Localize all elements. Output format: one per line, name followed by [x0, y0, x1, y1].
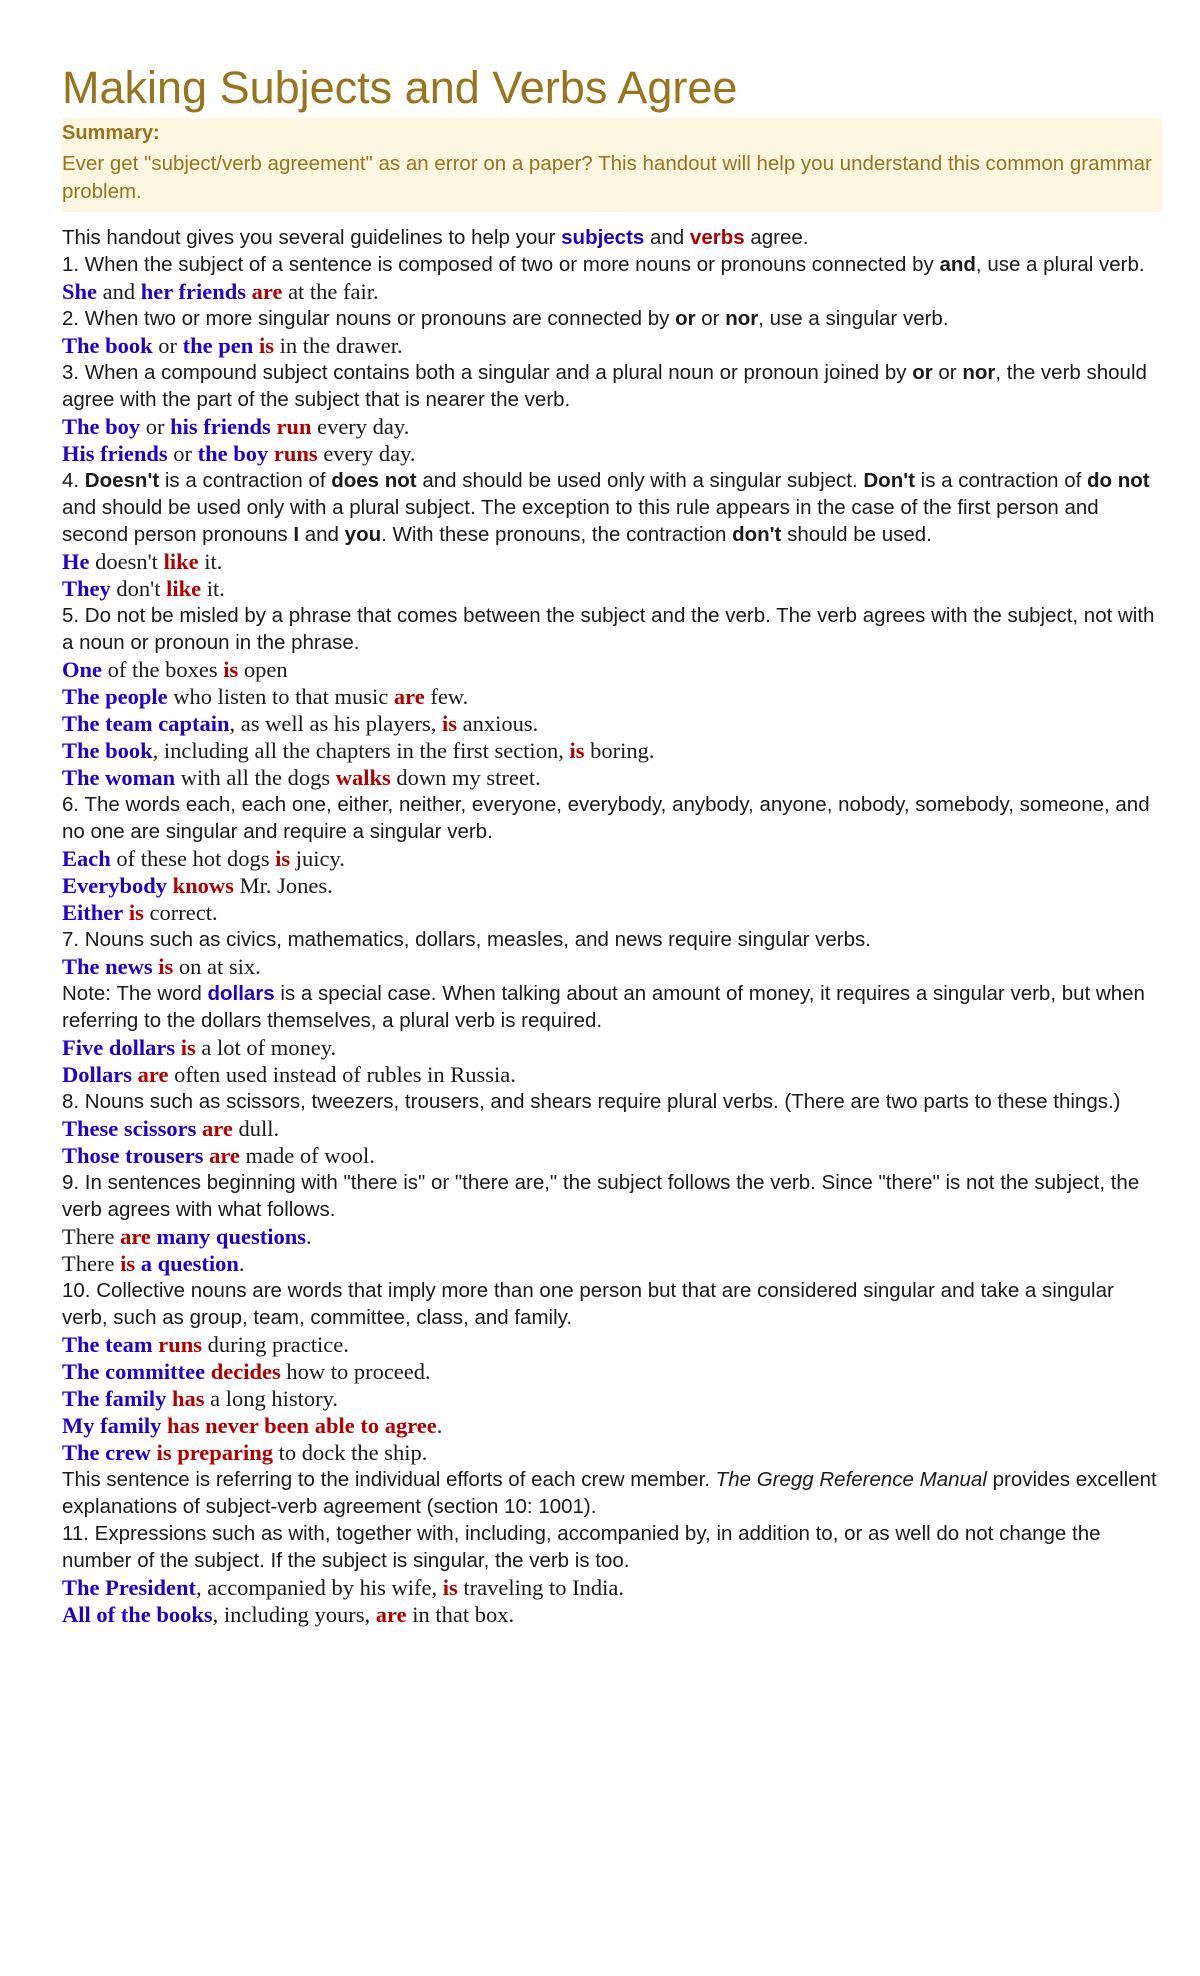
guideline-text [62, 1520, 1162, 1574]
text-segment: made of wool. [239, 1143, 375, 1168]
text-segment: who listen to that music [167, 684, 394, 709]
subject-term: All of the books [62, 1602, 213, 1627]
text-segment: nor [725, 307, 759, 330]
subject-term: many questions [156, 1224, 306, 1249]
guideline-text [62, 224, 1162, 251]
example-sentence [62, 332, 1162, 359]
text-segment: down my street. [390, 765, 541, 790]
subject-term: The team [62, 1332, 153, 1357]
text-segment: juicy. [290, 846, 345, 871]
text-segment: it. [198, 549, 223, 574]
text-segment: 4. [62, 469, 85, 492]
guideline-text [62, 980, 1162, 1034]
text-segment: boring. [584, 738, 655, 763]
verb-term: are [120, 1224, 151, 1249]
text-segment: This handout gives you several guidelines to help your [62, 226, 562, 249]
text-segment: with all the dogs [175, 765, 336, 790]
text-segment: and [299, 523, 345, 546]
subject-term: He [62, 549, 90, 574]
verb-term: has never been able to agree [166, 1413, 437, 1438]
subject-term: The boy [62, 414, 141, 439]
text-segment: , as well as his players, [229, 711, 442, 736]
text-segment: I [293, 523, 300, 546]
text-segment: , the verb should agree with the part of the subject that is nearer the verb. [62, 361, 1147, 411]
text-segment: to dock the ship. [273, 1440, 428, 1465]
subject-term: The people [62, 684, 168, 709]
example-sentence [62, 683, 1162, 710]
example-sentence [62, 710, 1162, 737]
subject-term: The news [62, 954, 153, 979]
text-segment: 5. Do not be misled by a phrase that comes between the subject and the verb. The verb agrees with the subject, not with a noun or pronoun in the phrase. [62, 604, 1155, 654]
text-segment: , including all the chapters in the first section, [152, 738, 570, 763]
subject-term: the boy [197, 441, 269, 466]
text-segment: is a contraction of [159, 469, 332, 492]
text-segment: . With these pronouns, the contraction [381, 523, 733, 546]
example-sentence [62, 1142, 1162, 1169]
example-sentence [62, 872, 1162, 899]
guideline-text [62, 791, 1162, 845]
text-segment: should be used. [781, 523, 932, 546]
subject-term: One [62, 657, 103, 682]
verb-term: run [276, 414, 312, 439]
verb-term: are [251, 279, 283, 304]
guideline-text [62, 467, 1162, 548]
text-segment: it. [201, 576, 225, 601]
text-segment: a lot of money. [195, 1035, 337, 1060]
text-segment: There [62, 1251, 121, 1276]
subject-term: the pen [182, 333, 254, 358]
text-segment: a long history. [204, 1386, 339, 1411]
verb-term: is [441, 711, 457, 736]
subject-term: His friends [62, 441, 168, 466]
subject-term: Dollars [62, 1062, 132, 1087]
example-sentence [62, 1250, 1162, 1277]
subject-term: Five dollars [62, 1035, 176, 1060]
subject-term: The book [62, 333, 153, 358]
text-segment: is a special case. When talking about an amount of money, it requires a singular verb, but when referring to the dollars themselves, a plural verb is required. [62, 982, 1145, 1032]
verb-term: is [442, 1575, 458, 1600]
text-segment: or [675, 307, 696, 330]
example-sentence [62, 1223, 1162, 1250]
text-segment: traveling to India. [457, 1575, 624, 1600]
verb-term: is [120, 1251, 136, 1276]
text-segment: , use a plural verb. [975, 253, 1145, 276]
text-segment: don't [110, 576, 167, 601]
guideline-text [62, 1088, 1162, 1115]
subject-term: These scissors [62, 1116, 197, 1141]
verb-term: decides [210, 1359, 281, 1384]
verb-term: is [223, 657, 239, 682]
text-segment: . [305, 1224, 312, 1249]
subject-term: The book [62, 738, 153, 763]
verb-term: are [375, 1602, 407, 1627]
text-segment: and should be used only with a singular subject. [416, 469, 864, 492]
example-sentence [62, 1115, 1162, 1142]
subject-term: dollars [207, 982, 275, 1005]
example-sentence [62, 440, 1162, 467]
text-segment: There [62, 1224, 121, 1249]
text-segment: every day. [317, 441, 416, 466]
text-segment: nor [962, 361, 996, 384]
text-segment: and should be used only with a plural subject. The exception to this rule appears in the case of the first person and second person pronouns [62, 496, 1099, 546]
text-segment: Doesn't [84, 469, 160, 492]
subject-term: a question [140, 1251, 239, 1276]
example-sentence [62, 845, 1162, 872]
example-sentence [62, 899, 1162, 926]
text-segment: every day. [311, 414, 410, 439]
text-segment: Mr. Jones. [233, 873, 333, 898]
guideline-text [62, 305, 1162, 332]
handout-page [62, 58, 1162, 1628]
text-segment: 10. Collective nouns are words that imply more than one person but that are considered singular and take a singular verb, such as group, team, committee, class, and family. [62, 1279, 1114, 1329]
example-sentence [62, 548, 1162, 575]
text-segment: 2. When two or more singular nouns or pronouns are connected by [62, 307, 676, 330]
example-sentence [62, 1439, 1162, 1466]
subject-term: The family [62, 1386, 167, 1411]
example-sentence [62, 1574, 1162, 1601]
text-segment: Note: The word [62, 982, 208, 1005]
text-segment: during practice. [202, 1332, 349, 1357]
verb-term: runs [158, 1332, 203, 1357]
text-segment: , including yours, [212, 1602, 376, 1627]
text-segment: 8. Nouns such as scissors, tweezers, trousers, and shears require plural verbs. (There are two parts to these things.) [62, 1090, 1121, 1113]
text-segment: in that box. [406, 1602, 515, 1627]
handout-body [62, 224, 1162, 1628]
example-sentence [62, 1034, 1162, 1061]
subject-term: They [62, 576, 111, 601]
text-segment: . [238, 1251, 245, 1276]
subject-term: My family [62, 1413, 162, 1438]
subject-term: The team captain [62, 711, 230, 736]
subject-term: Those trousers [62, 1143, 204, 1168]
text-segment: don't [732, 523, 782, 546]
text-segment: or [932, 361, 963, 384]
text-segment: does not [331, 469, 417, 492]
text-segment: or [912, 361, 933, 384]
text-segment: . [436, 1413, 443, 1438]
text-segment: at the fair. [282, 279, 379, 304]
example-sentence [62, 413, 1162, 440]
text-segment: , use a singular verb. [758, 307, 949, 330]
summary-text: Ever get "subject/verb agreement" as an error on a paper? This handout will help you understand this common grammar problem. [62, 152, 1152, 203]
verb-term: like [163, 549, 199, 574]
text-segment: of these hot dogs [110, 846, 276, 871]
subject-term: subjects [561, 226, 645, 249]
subject-term: The President [62, 1575, 196, 1600]
text-segment: open [238, 657, 288, 682]
subject-term: her friends [140, 279, 246, 304]
text-segment: doesn't [89, 549, 164, 574]
text-segment: 3. When a compound subject contains both a singular and a plural noun or pronoun joined by [62, 361, 913, 384]
verb-term: has [172, 1386, 205, 1411]
text-segment: The Gregg Reference Manual [715, 1468, 987, 1491]
text-segment: 1. When the subject of a sentence is composed of two or more nouns or pronouns connected by [62, 253, 940, 276]
verb-term: are [137, 1062, 169, 1087]
guideline-text [62, 251, 1162, 278]
verb-term: are [393, 684, 425, 709]
subject-term: Each [62, 846, 111, 871]
text-segment: and [97, 279, 141, 304]
text-segment: 7. Nouns such as civics, mathematics, dollars, measles, and news require singular verbs. [62, 928, 871, 951]
text-segment: or [695, 307, 726, 330]
summary-box [62, 118, 1162, 212]
text-segment: few. [424, 684, 469, 709]
subject-term: The crew [62, 1440, 151, 1465]
text-segment: or [167, 441, 198, 466]
example-sentence [62, 575, 1162, 602]
text-segment: Don't [863, 469, 915, 492]
guideline-text [62, 602, 1162, 656]
guideline-text [62, 926, 1162, 953]
text-segment: in the drawer. [273, 333, 403, 358]
text-segment: or [140, 414, 171, 439]
verb-term: is [128, 900, 144, 925]
text-segment: anxious. [456, 711, 539, 736]
text-segment: or [152, 333, 183, 358]
verb-term: knows [172, 873, 234, 898]
verb-term: is [258, 333, 274, 358]
text-segment: , accompanied by his wife, [195, 1575, 443, 1600]
text-segment: agree. [744, 226, 809, 249]
guideline-text [62, 1466, 1162, 1520]
subject-term: Either [62, 900, 124, 925]
summary-label: Summary: [62, 122, 160, 144]
verb-term: like [166, 576, 202, 601]
verb-term: is [569, 738, 585, 763]
text-segment: is a contraction of [914, 469, 1087, 492]
example-sentence [62, 1385, 1162, 1412]
text-segment: dull. [232, 1116, 280, 1141]
text-segment: how to proceed. [280, 1359, 431, 1384]
text-segment: on at six. [173, 954, 261, 979]
text-segment: do not [1087, 469, 1150, 492]
example-sentence [62, 1412, 1162, 1439]
subject-term: Everybody [62, 873, 168, 898]
text-segment: and [939, 253, 976, 276]
text-segment: 9. In sentences beginning with "there is" or "there are," the subject follows the verb. Since "there" is not the subject, the verb agrees with what follows. [62, 1171, 1140, 1221]
verb-term: is [180, 1035, 196, 1060]
text-segment: 6. The words each, each one, either, neither, everyone, everybody, anybody, anyone, nobody, somebody, someone, and no one are singular and require a singular verb. [62, 793, 1150, 843]
subject-term: his friends [170, 414, 271, 439]
example-sentence [62, 278, 1162, 305]
example-sentence [62, 1061, 1162, 1088]
example-sentence [62, 1358, 1162, 1385]
text-segment: correct. [143, 900, 218, 925]
text-segment: of the boxes [102, 657, 224, 682]
text-segment: you [344, 523, 382, 546]
verb-term: is [275, 846, 291, 871]
example-sentence [62, 953, 1162, 980]
example-sentence [62, 764, 1162, 791]
page-title: Making Subjects and Verbs Agree [62, 62, 738, 113]
verb-term: verbs [689, 226, 745, 249]
subject-term: She [62, 279, 98, 304]
example-sentence [62, 1601, 1162, 1628]
guideline-text [62, 359, 1162, 413]
example-sentence [62, 1331, 1162, 1358]
verb-term: are [209, 1143, 240, 1168]
verb-term: walks [335, 765, 391, 790]
guideline-text [62, 1169, 1162, 1223]
guideline-text [62, 1277, 1162, 1331]
text-segment: and [644, 226, 690, 249]
text-segment: provides excellent explanations of subject-verb agreement (section 10: 1001). [62, 1468, 1157, 1518]
example-sentence [62, 656, 1162, 683]
subject-term: The committee [62, 1359, 206, 1384]
text-segment: often used instead of rubles in Russia. [168, 1062, 516, 1087]
verb-term: runs [273, 441, 318, 466]
verb-term: is preparing [156, 1440, 274, 1465]
verb-term: are [202, 1116, 233, 1141]
text-segment: This sentence is referring to the individual efforts of each crew member. [62, 1468, 716, 1491]
verb-term: is [158, 954, 174, 979]
text-segment: 11. Expressions such as with, together with, including, accompanied by, in addition to, or as well do not change the number of the subject. If the subject is singular, the verb is too. [62, 1522, 1101, 1572]
example-sentence [62, 737, 1162, 764]
subject-term: The woman [62, 765, 176, 790]
